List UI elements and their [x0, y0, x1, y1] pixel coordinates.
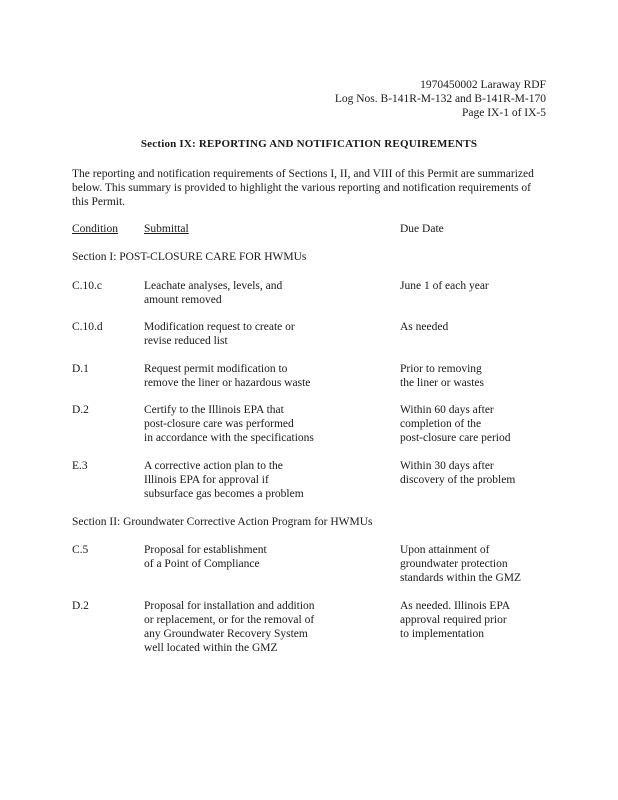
condition-cell: C.10.c	[72, 280, 103, 292]
page-header	[335, 78, 546, 120]
due-date-cell: June 1 of each year	[400, 280, 489, 292]
due-date-cell: As needed. Illinois EPA approval required prior to implementation	[400, 600, 511, 640]
submittal-cell: Leachate analyses, levels, and amount removed	[144, 280, 283, 306]
section-heading: Section I: POST-CLOSURE CARE FOR HWMUs	[72, 251, 307, 263]
condition-cell: E.3	[72, 460, 88, 472]
submittal-cell: Proposal for installation and addition or replacement, or for the removal of any Groundwater Recovery System well located within the GMZ	[144, 600, 315, 654]
header-page-number: Page IX-1 of IX-5	[462, 107, 546, 119]
submittal-cell: Modification request to create or revise reduced list	[144, 321, 295, 347]
due-date-cell: Within 30 days after discovery of the problem	[400, 460, 516, 486]
submittal-cell: A corrective action plan to the Illinois EPA for approval if subsurface gas becomes a problem	[144, 460, 304, 500]
due-date-cell: Within 60 days after completion of the post-closure care period	[400, 404, 511, 444]
condition-cell: C.5	[72, 544, 89, 556]
condition-cell: D.2	[72, 404, 89, 416]
submittal-cell: Request permit modification to remove the liner or hazardous waste	[144, 363, 311, 389]
due-date-cell: As needed	[400, 321, 449, 333]
column-header-due-date: Due Date	[400, 223, 444, 235]
column-header-submittal: Submittal	[144, 223, 189, 235]
intro-paragraph: The reporting and notification requirements of Sections I, II, and VIII of this Permit are summarized below. This summary is provided to highlight the various reporting and notification requirements of this Permit.	[72, 168, 534, 208]
section-title: Section IX: REPORTING AND NOTIFICATION REQUIREMENTS	[140, 138, 478, 150]
section-heading: Section II: Groundwater Corrective Action Program for HWMUs	[72, 516, 373, 528]
column-header-condition: Condition	[72, 223, 119, 235]
header-permit-id: 1970450002 Laraway RDF	[420, 79, 546, 91]
header-log-numbers: Log Nos. B-141R-M-132 and B-141R-M-170	[334, 93, 546, 105]
condition-cell: D.1	[72, 363, 89, 375]
condition-cell: D.2	[72, 600, 89, 612]
due-date-cell: Prior to removing the liner or wastes	[400, 363, 484, 389]
submittal-cell: Certify to the Illinois EPA that post-closure care was performed in accordance with the specifications	[144, 404, 314, 444]
due-date-cell: Upon attainment of groundwater protection standards within the GMZ	[400, 544, 522, 584]
submittal-cell: Proposal for establishment of a Point of Compliance	[144, 544, 267, 570]
condition-cell: C.10.d	[72, 321, 103, 333]
